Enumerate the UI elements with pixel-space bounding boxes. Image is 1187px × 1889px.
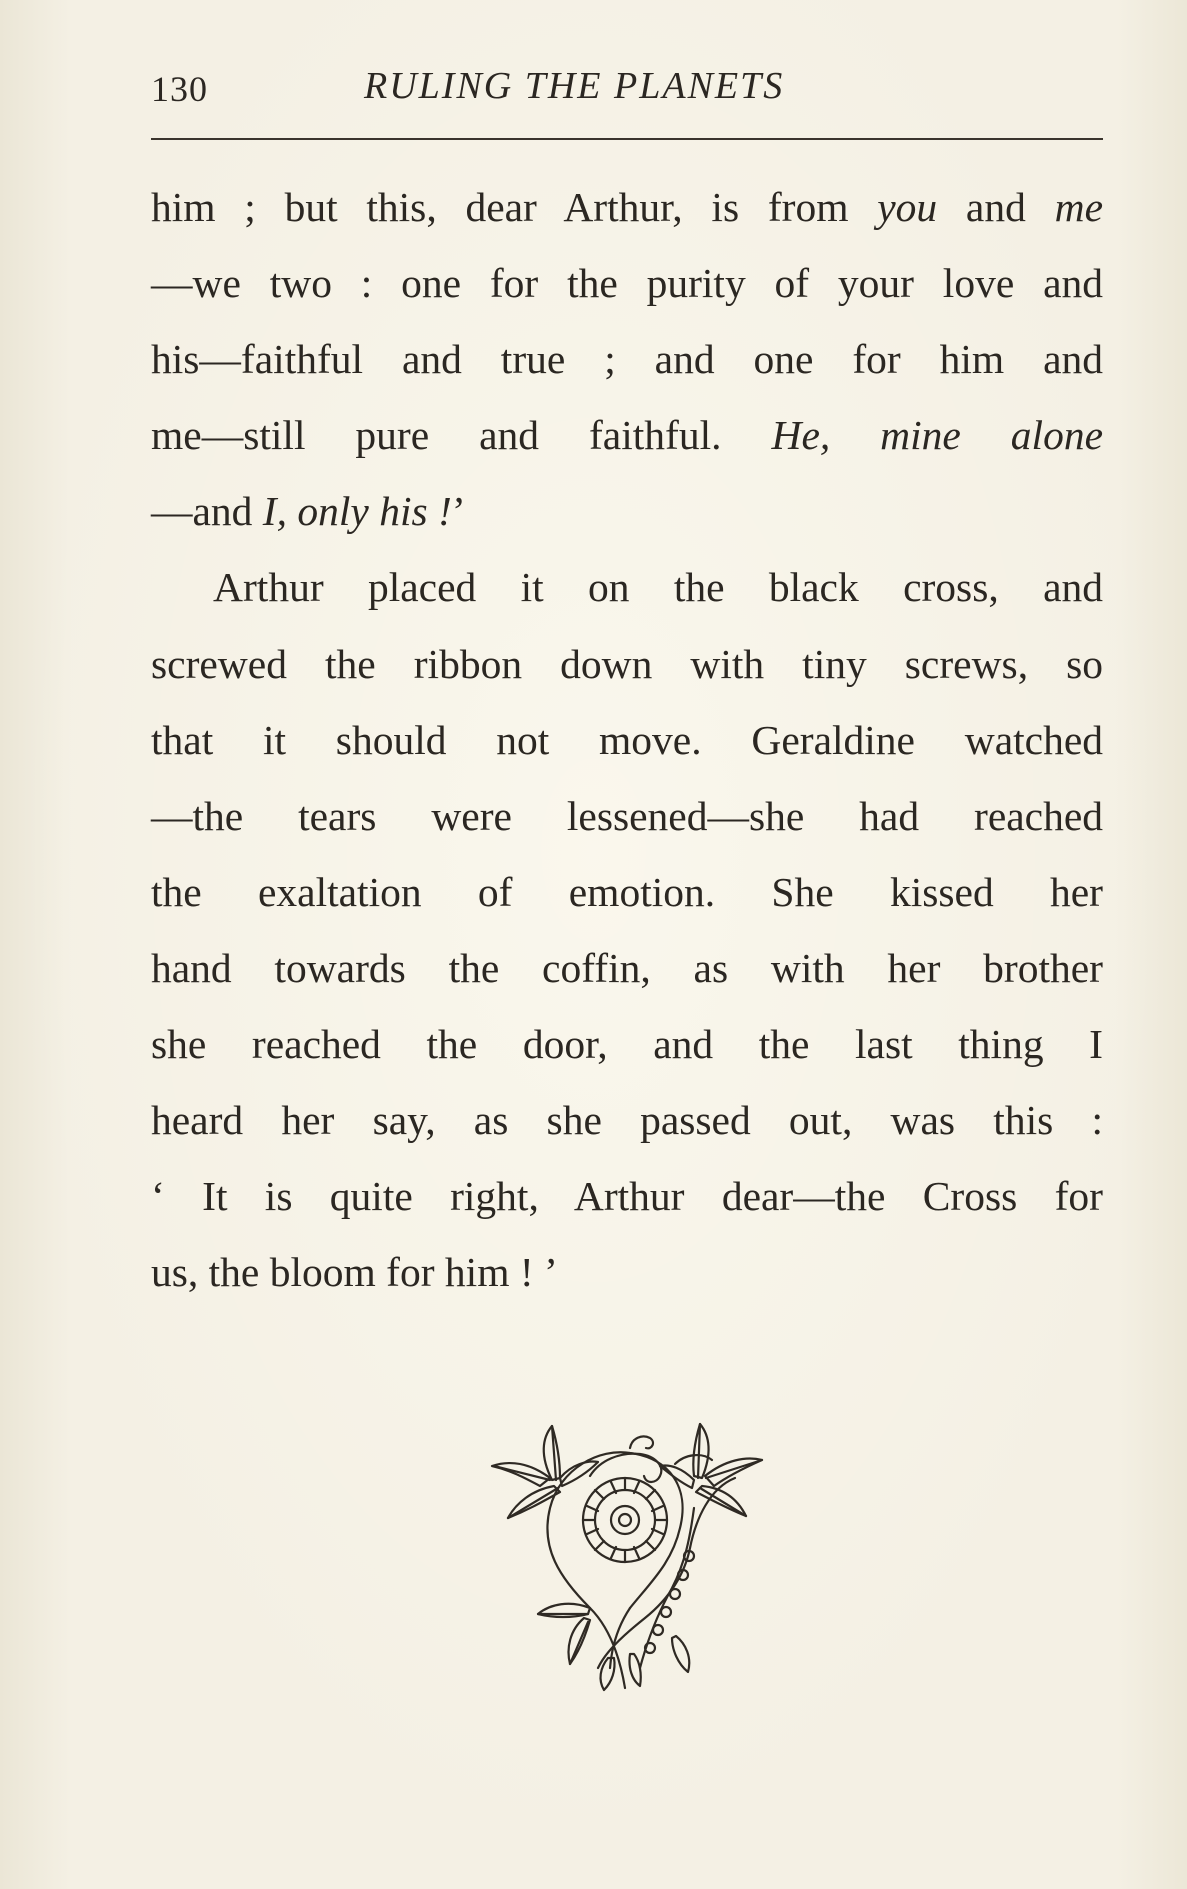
- text-line: [151, 937, 1103, 1013]
- page-number: 130: [151, 69, 208, 109]
- text-segment: and: [937, 184, 1055, 230]
- text-segment: heard her say, as she passed out, was this :: [151, 1097, 1103, 1144]
- text-line: [151, 1241, 1103, 1317]
- passion-flower-vignette-icon: [480, 1368, 770, 1698]
- text-segment: —and: [151, 488, 263, 535]
- text-segment: —we two : one for the purity of your love and: [151, 260, 1103, 307]
- italic-text: He, mine alone: [771, 412, 1104, 459]
- text-segment: him ; but this, dear Arthur, is from: [151, 184, 878, 230]
- text-segment: the exaltation of emotion. She kissed her: [151, 868, 1103, 915]
- text-segment: Arthur placed it on the black cross, and: [213, 564, 1103, 611]
- text-segment: —the tears were lessened—she had reached: [151, 792, 1103, 839]
- text-line: [151, 1165, 1103, 1241]
- text-segment: us, the bloom for him ! ’: [151, 1249, 558, 1296]
- text-line: [151, 328, 1103, 404]
- text-line: [151, 404, 1103, 480]
- italic-text: you: [877, 184, 938, 230]
- running-head: [151, 62, 1103, 118]
- text-segment: ’: [451, 488, 466, 535]
- italic-text: I, only his !: [262, 488, 452, 535]
- text-segment: hand towards the coffin, as with her brother: [151, 944, 1103, 991]
- text-segment: me—still pure and faithful.: [151, 412, 772, 459]
- text-line: [151, 709, 1103, 785]
- text-line: [151, 1013, 1103, 1089]
- text-segment: that it should not move. Geraldine watched: [151, 716, 1103, 763]
- text-line: [151, 176, 1103, 252]
- text-line: [151, 556, 1103, 632]
- body-text: [151, 176, 1103, 1317]
- text-line: [151, 633, 1103, 709]
- text-segment: she reached the door, and the last thing I: [151, 1021, 1103, 1068]
- italic-text: me: [1054, 184, 1103, 230]
- text-line: [151, 480, 1103, 556]
- running-title: RULING THE PLANETS: [364, 65, 785, 107]
- text-line: [151, 785, 1103, 861]
- text-segment: ‘ It is quite right, Arthur dear—the Cross for: [151, 1173, 1103, 1220]
- header-rule: [151, 138, 1103, 140]
- text-line: [151, 861, 1103, 937]
- text-line: [151, 1089, 1103, 1165]
- text-line: [151, 252, 1103, 328]
- text-segment: his—faithful and true ; and one for him and: [151, 336, 1103, 383]
- text-segment: screwed the ribbon down with tiny screws, so: [151, 640, 1103, 687]
